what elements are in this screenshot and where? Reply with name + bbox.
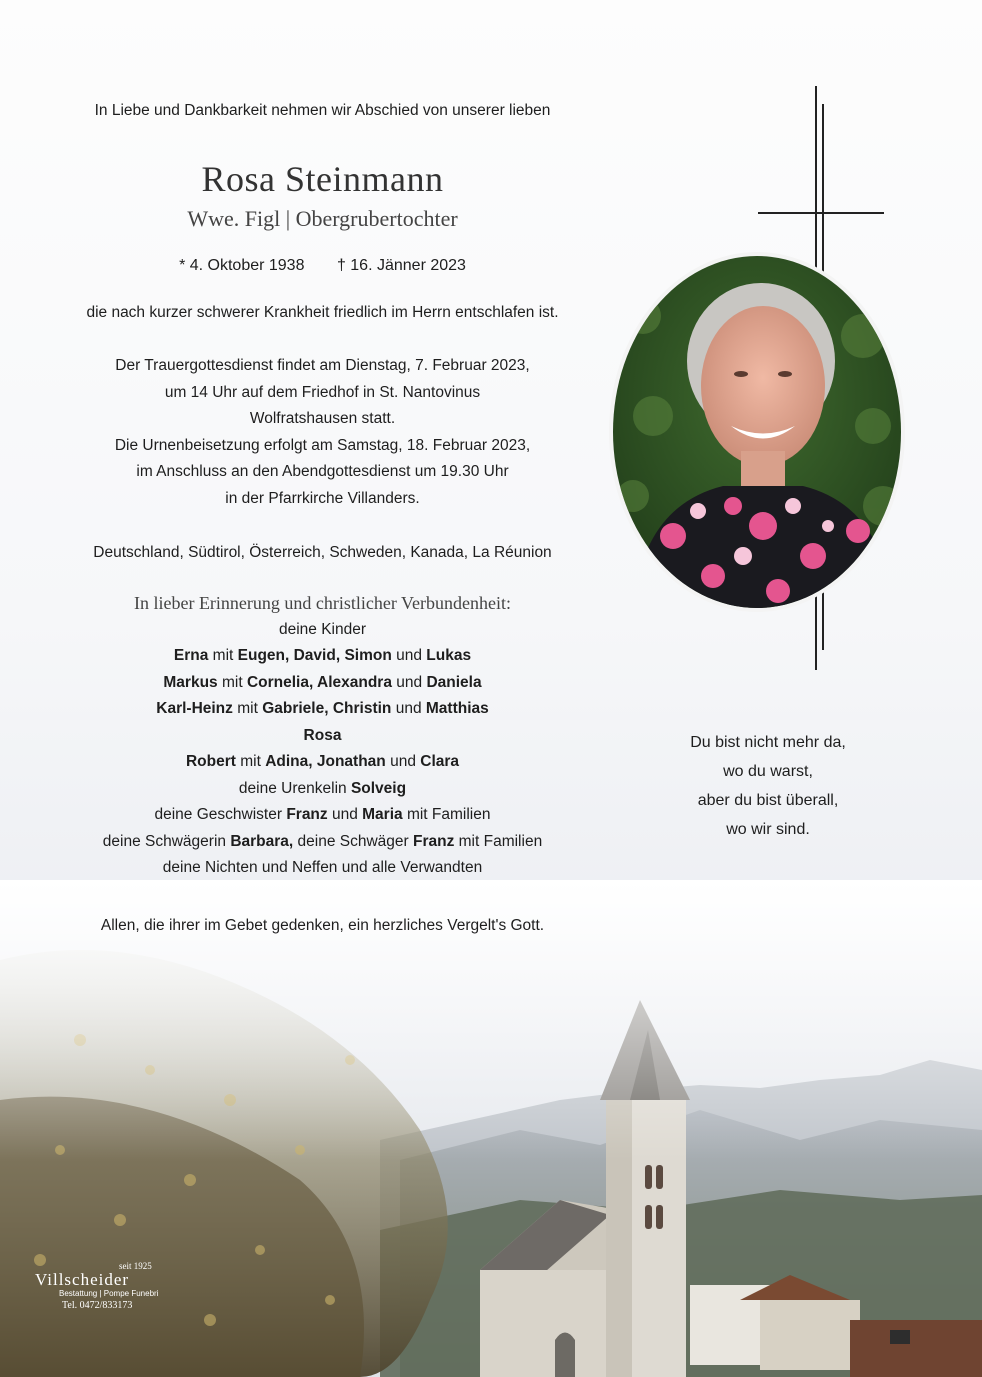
deceased-name: Rosa Steinmann [201, 159, 444, 199]
mourner-line [40, 802, 605, 829]
death-date: † 16. Jänner 2023 [336, 257, 466, 274]
mourner-name: Barbara, [230, 832, 294, 850]
passing-block [40, 300, 605, 327]
mourner-line [40, 696, 605, 723]
mourner-text: und [385, 753, 421, 770]
mourners-block [40, 590, 605, 882]
mourner-text: und [391, 647, 427, 664]
mourner-name: Robert [185, 753, 236, 770]
logo-tagline: Bestattung | Pompe Funebri [59, 1289, 159, 1298]
mourner-name: Matthias [425, 700, 489, 717]
mourner-name: Franz [413, 832, 455, 850]
portrait-photo [613, 256, 901, 608]
mourner-name: Rosa [303, 726, 342, 744]
mourner-line [40, 829, 605, 856]
mourners-heading: In lieber Erinnerung und christlicher Verbundenheit: [133, 593, 512, 613]
logo-brand: Villscheider [35, 1270, 130, 1289]
children-label: deine Kinder [278, 620, 367, 638]
poem-line: wo du warst, [723, 763, 813, 780]
mourner-line [40, 749, 605, 776]
mourner-text: mit [232, 700, 263, 717]
mourner-name: Solveig [350, 779, 407, 797]
mourner-text: deine Urenkelin [238, 779, 351, 797]
life-dates [40, 257, 605, 275]
thanks-block [40, 913, 605, 940]
mourner-name: Lukas [426, 647, 472, 664]
mourner-line [40, 643, 605, 670]
mourner-lines [40, 643, 605, 882]
service-line: im Anschluss an den Abendgottesdienst um 19.30 Uhr [136, 463, 509, 480]
mourner-name: Erna [173, 647, 209, 664]
mourner-text: und [391, 673, 427, 691]
logo-phone: Tel. 0472/833173 [62, 1300, 133, 1311]
intro-text: In Liebe und Dankbarkeit nehmen wir Abschied von unserer lieben [94, 102, 551, 119]
mourner-name: Karl-Heinz [156, 700, 233, 717]
mourner-line [40, 723, 605, 750]
mourner-text: mit [208, 647, 238, 664]
mourner-text: mit [235, 753, 266, 770]
places-text: Deutschland, Südtirol, Österreich, Schweden, Kanada, La Réunion [93, 544, 552, 561]
service-info [40, 353, 605, 512]
mourner-text: mit Familien [454, 832, 543, 850]
mourner-name: Adina, Jonathan [265, 753, 386, 770]
service-line: Die Urnenbeisetzung erfolgt am Samstag, 18. Februar 2023, [114, 436, 531, 454]
logo-since: seit 1925 [119, 1261, 152, 1271]
mourner-text: deine Schwägerin [102, 832, 231, 850]
intro-text-block [40, 98, 605, 125]
mourner-line [40, 776, 605, 803]
service-line: um 14 Uhr auf dem Friedhof in St. Nantovinus [164, 383, 481, 401]
mourner-text: deine Nichten und Neffen und alle Verwandten [162, 859, 483, 876]
poem-line: aber du bist überall, [697, 792, 839, 809]
mourner-text: mit [217, 673, 247, 691]
service-line: Wolfratshausen statt. [249, 410, 396, 427]
mourner-name: Maria [362, 806, 403, 823]
mourner-name: Clara [420, 753, 460, 770]
mourner-text: und [327, 806, 363, 823]
mourner-text: deine Geschwister [154, 806, 287, 823]
passing-text: die nach kurzer schwerer Krankheit friedlich im Herrn entschlafen ist. [86, 304, 559, 321]
mourner-text: deine Schwäger [293, 832, 413, 850]
undertaker-logo [35, 1261, 175, 1311]
mourner-name: Gabriele, Christin [262, 700, 392, 717]
mourner-name: Cornelia, Alexandra [246, 673, 392, 691]
mourner-text: mit Familien [402, 806, 491, 823]
cross-horizontal-line [758, 212, 884, 214]
thanks-text: Allen, die ihrer im Gebet gedenken, ein herzliches Vergelt's Gott. [100, 917, 545, 934]
service-line: Der Trauergottesdienst findet am Dienstag, 7. Februar 2023, [115, 357, 530, 374]
poem-line: wo wir sind. [726, 821, 810, 838]
service-line: in der Pfarrkirche Villanders. [225, 489, 420, 507]
mourner-line [40, 670, 605, 697]
poem-block [618, 728, 918, 844]
mourner-text: und [391, 700, 426, 717]
mourner-line [40, 855, 605, 882]
birth-date: * 4. Oktober 1938 [179, 257, 305, 274]
mourner-name: Markus [163, 673, 218, 691]
mourner-name: Franz [286, 806, 328, 823]
mourner-name: Eugen, David, Simon [237, 647, 392, 664]
deceased-subtitle: Wwe. Figl | Obergrubertochter [187, 206, 458, 231]
mourner-name: Daniela [426, 673, 482, 691]
poem-line: Du bist nicht mehr da, [690, 734, 846, 751]
places-block [40, 540, 605, 567]
